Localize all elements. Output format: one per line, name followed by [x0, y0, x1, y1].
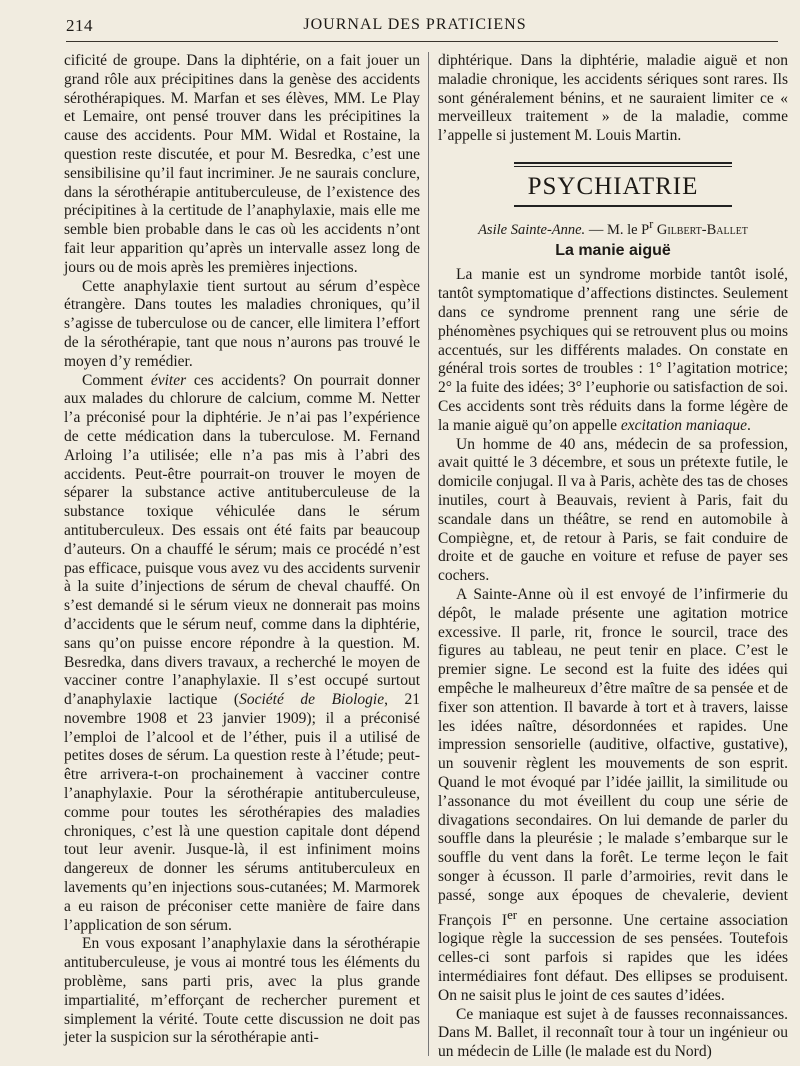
paragraph: Un homme de 40 ans, médecin de sa profession, avait quitté le 3 décembre, et sous un prétexte futile, le domicile conjugal. Il va à Paris, achète des tas de choses inutiles, court à Beauvais, revient à Paris, fait du scandale dans un théâtre, se rend en automobile à Compiègne, et, de retour à Paris, se fait conduire de droite et de gauche en voiture et refuse de payer ses cochers. — [438, 435, 788, 585]
journal-title: JOURNAL DES PRATICIENS — [303, 16, 527, 33]
paragraph: Cette anaphylaxie tient surtout au sérum d’espèce étrangère. Dans toutes les maladies chroniques, qu’il s’agisse de tuberculose ou de cancer, elle limitera l’effort de la sérothérapie, tant que nous n’aurons pas trouvé le moyen d’y remédier. — [64, 277, 420, 370]
paragraph: Ce maniaque est sujet à de fausses reconnaissances. Dans M. Ballet, il reconnaît tour à tour un ingénieur ou un médecin de Lille (le malade est du Nord) — [438, 1005, 788, 1061]
page-header — [66, 12, 764, 38]
left-column — [64, 52, 420, 1048]
paragraph: diphtérique. Dans la diphtérie, maladie aiguë et non maladie chronique, les accidents sériques sont rares. Ils sont généralement bénins, et ne sauraient limiter ce « merveilleux traitement » de la maladie, comme l’appelle si justement M. Louis Martin. — [438, 52, 788, 145]
paragraph: A Sainte-Anne où il est envoyé de l’infirmerie du dépôt, le malade présente une agitation motrice excessive. Il parle, rit, fronce le sourcil, trace des figures au tableau, ne peut tenir en place. C’est le premier signe. Le second est la fuite des idées qui empêche le malheureux d’être maître de sa pensée et de fixer son attention. Il bavarde à tort et à travers, laisse les idées naître, désordonnées et rapides. Une impression sensorielle (auditive, olfactive, gustative), un souvenir règlent les mouvements de son esprit. Quand le mot évoqué par l’idée jaillit, la similitude ou l’assonance du mot éveillent du coup une série de divagations secondaires. On lui demande de parler du souffle dans la pleurésie ; le malade s’embarque sur le souffle du vent dans la forêt. Le terme leçon le fait songer à écusson. Il parle d’armoiries, revit dans le passé, songe aux époques de chevalerie, devient François Ier en personne. Une certaine association logique règle la succession de ses pensées. Toutefois celles-ci sont parfois si rapides que les idées intermédiaires font défaut. Des ellipses se produisent. On ne saisit plus le joint de ces sautes d’idées. — [438, 585, 788, 1004]
source-place: Asile Sainte-Anne. — [478, 221, 586, 238]
paragraph: Comment éviter ces accidents? On pourrait donner aux malades du chlorure de calcium, comme M. Netter l’a préconisé pour la diphtérie. Je n’ai pas l’expérience de cette médication dans la tuberculose. M. Fernand Arloing l’a utilisée; elle n’a pas mis à l’abri des accidents. Peut-être pourrait-on trouver le moyen de séparer la substance active antituberculeuse de la substance toxique véhiculée dans le sérum antituberculeux. Des essais ont été faits par beaucoup d’auteurs. On a chauffé le sérum; mais ce procédé n’est pas efficace, puisque vous avez vu des accidents survenir à la suite d’injections de sérum de cheval chauffé. On s’est demandé si le sérum vieux ne donnerait pas moins d’accidents que le sérum neuf, comme dans la diphtérie, sans qu’on puisse encore répondre à la question. M. Besredka, dans divers travaux, a recherché le moyen de vacciner contre l’anaphylaxie. Il s’est occupé surtout d’anaphylaxie lactique (Société de Biologie, 21 novembre 1908 et 23 janvier 1909); il a préconisé l’emploi de l’alcool et de l’éther, puis il a utilisé de petites doses de sérum. La question reste à l’étude; peut-être arrivera-t-on prochainement à vacciner contre l’anaphylaxie. Pour la sérothérapie antituberculeuse, comme pour toutes les sérothérapies des maladies chroniques, c’est là une question capitale dont dépend tout leur avenir. Jusque-là, il est infiniment moins dangereux de donner les sérums antituberculeux en lavements qu’en injections sous-cutanées; M. Marmorek a eu raison de préconiser cette manière de faire dans l’application de son sérum. — [64, 371, 421, 934]
author-name: Gilbert-Ballet — [653, 221, 748, 238]
section-rule — [514, 162, 732, 164]
emphasis: éviter — [150, 371, 187, 389]
paragraph: cificité de groupe. Dans la diphtérie, on a fait jouer un grand rôle aux précipitines dans la genèse des accidents sérothérapiques. M. Marfan et ses élèves, MM. Le Play et Lemaire, ont pensé trouver dans les précipitines la cause des accidents. Pour MM. Widal et Rostaine, la question reste discutée, et pour M. Besredka, c’est une sensibilisine qu’il faut incriminer. Je ne saurais conclure, dans la sérothérapie antituberculeuse, de l’existence des précipitines à la certitude de l’anaphylaxie, mais elle me semble bien probable dans le cas où les accidents n’ont fait leur apparition qu’après un intervalle assez long de jours ou de mois après les premières injections. — [64, 52, 420, 276]
section-heading — [438, 162, 788, 207]
right-column — [438, 52, 788, 1062]
article-title: La manie aiguë — [555, 241, 671, 259]
paragraph: La manie est un syndrome morbide tantôt isolé, tantôt symptomatique d’affections distinctes. Seulement dans ce syndrome prennent rang une série de phénomènes psychiques qui se retrouvent plus ou moins accentués, sur les différents malades. On constate en général trois sortes de troubles : 1° l’agitation motrice; 2° la fuite des idées; 3° l’euphorie ou satisfaction de soi. Ces accidents sont très réduits dans la forme légère de la manie aiguë qu’on appelle excitation maniaque. — [438, 266, 788, 434]
column-divider — [428, 52, 429, 1056]
emphasis: Société de Biologie — [239, 691, 385, 709]
page-number: 214 — [66, 16, 93, 35]
header-rule — [66, 41, 778, 42]
article-source: Asile Sainte-Anne. — M. le $P^r$ Gilbert-Ballet — [478, 216, 748, 238]
section-title: PSYCHIATRIE — [527, 172, 699, 200]
section-rule — [514, 205, 732, 207]
section-rule — [514, 166, 732, 167]
paragraph: En vous exposant l’anaphylaxie dans la sérothérapie antituberculeuse, je vous ai montré tous les éléments du problème, sans parti pris, avec la plus grande impartialité, m’efforçant de rechercher purement et simplement la vérité. Toute cette discussion ne doit pas jeter la suspicion sur la sérothérapie anti- — [64, 935, 420, 1047]
emphasis: excitation maniaque — [620, 416, 748, 434]
